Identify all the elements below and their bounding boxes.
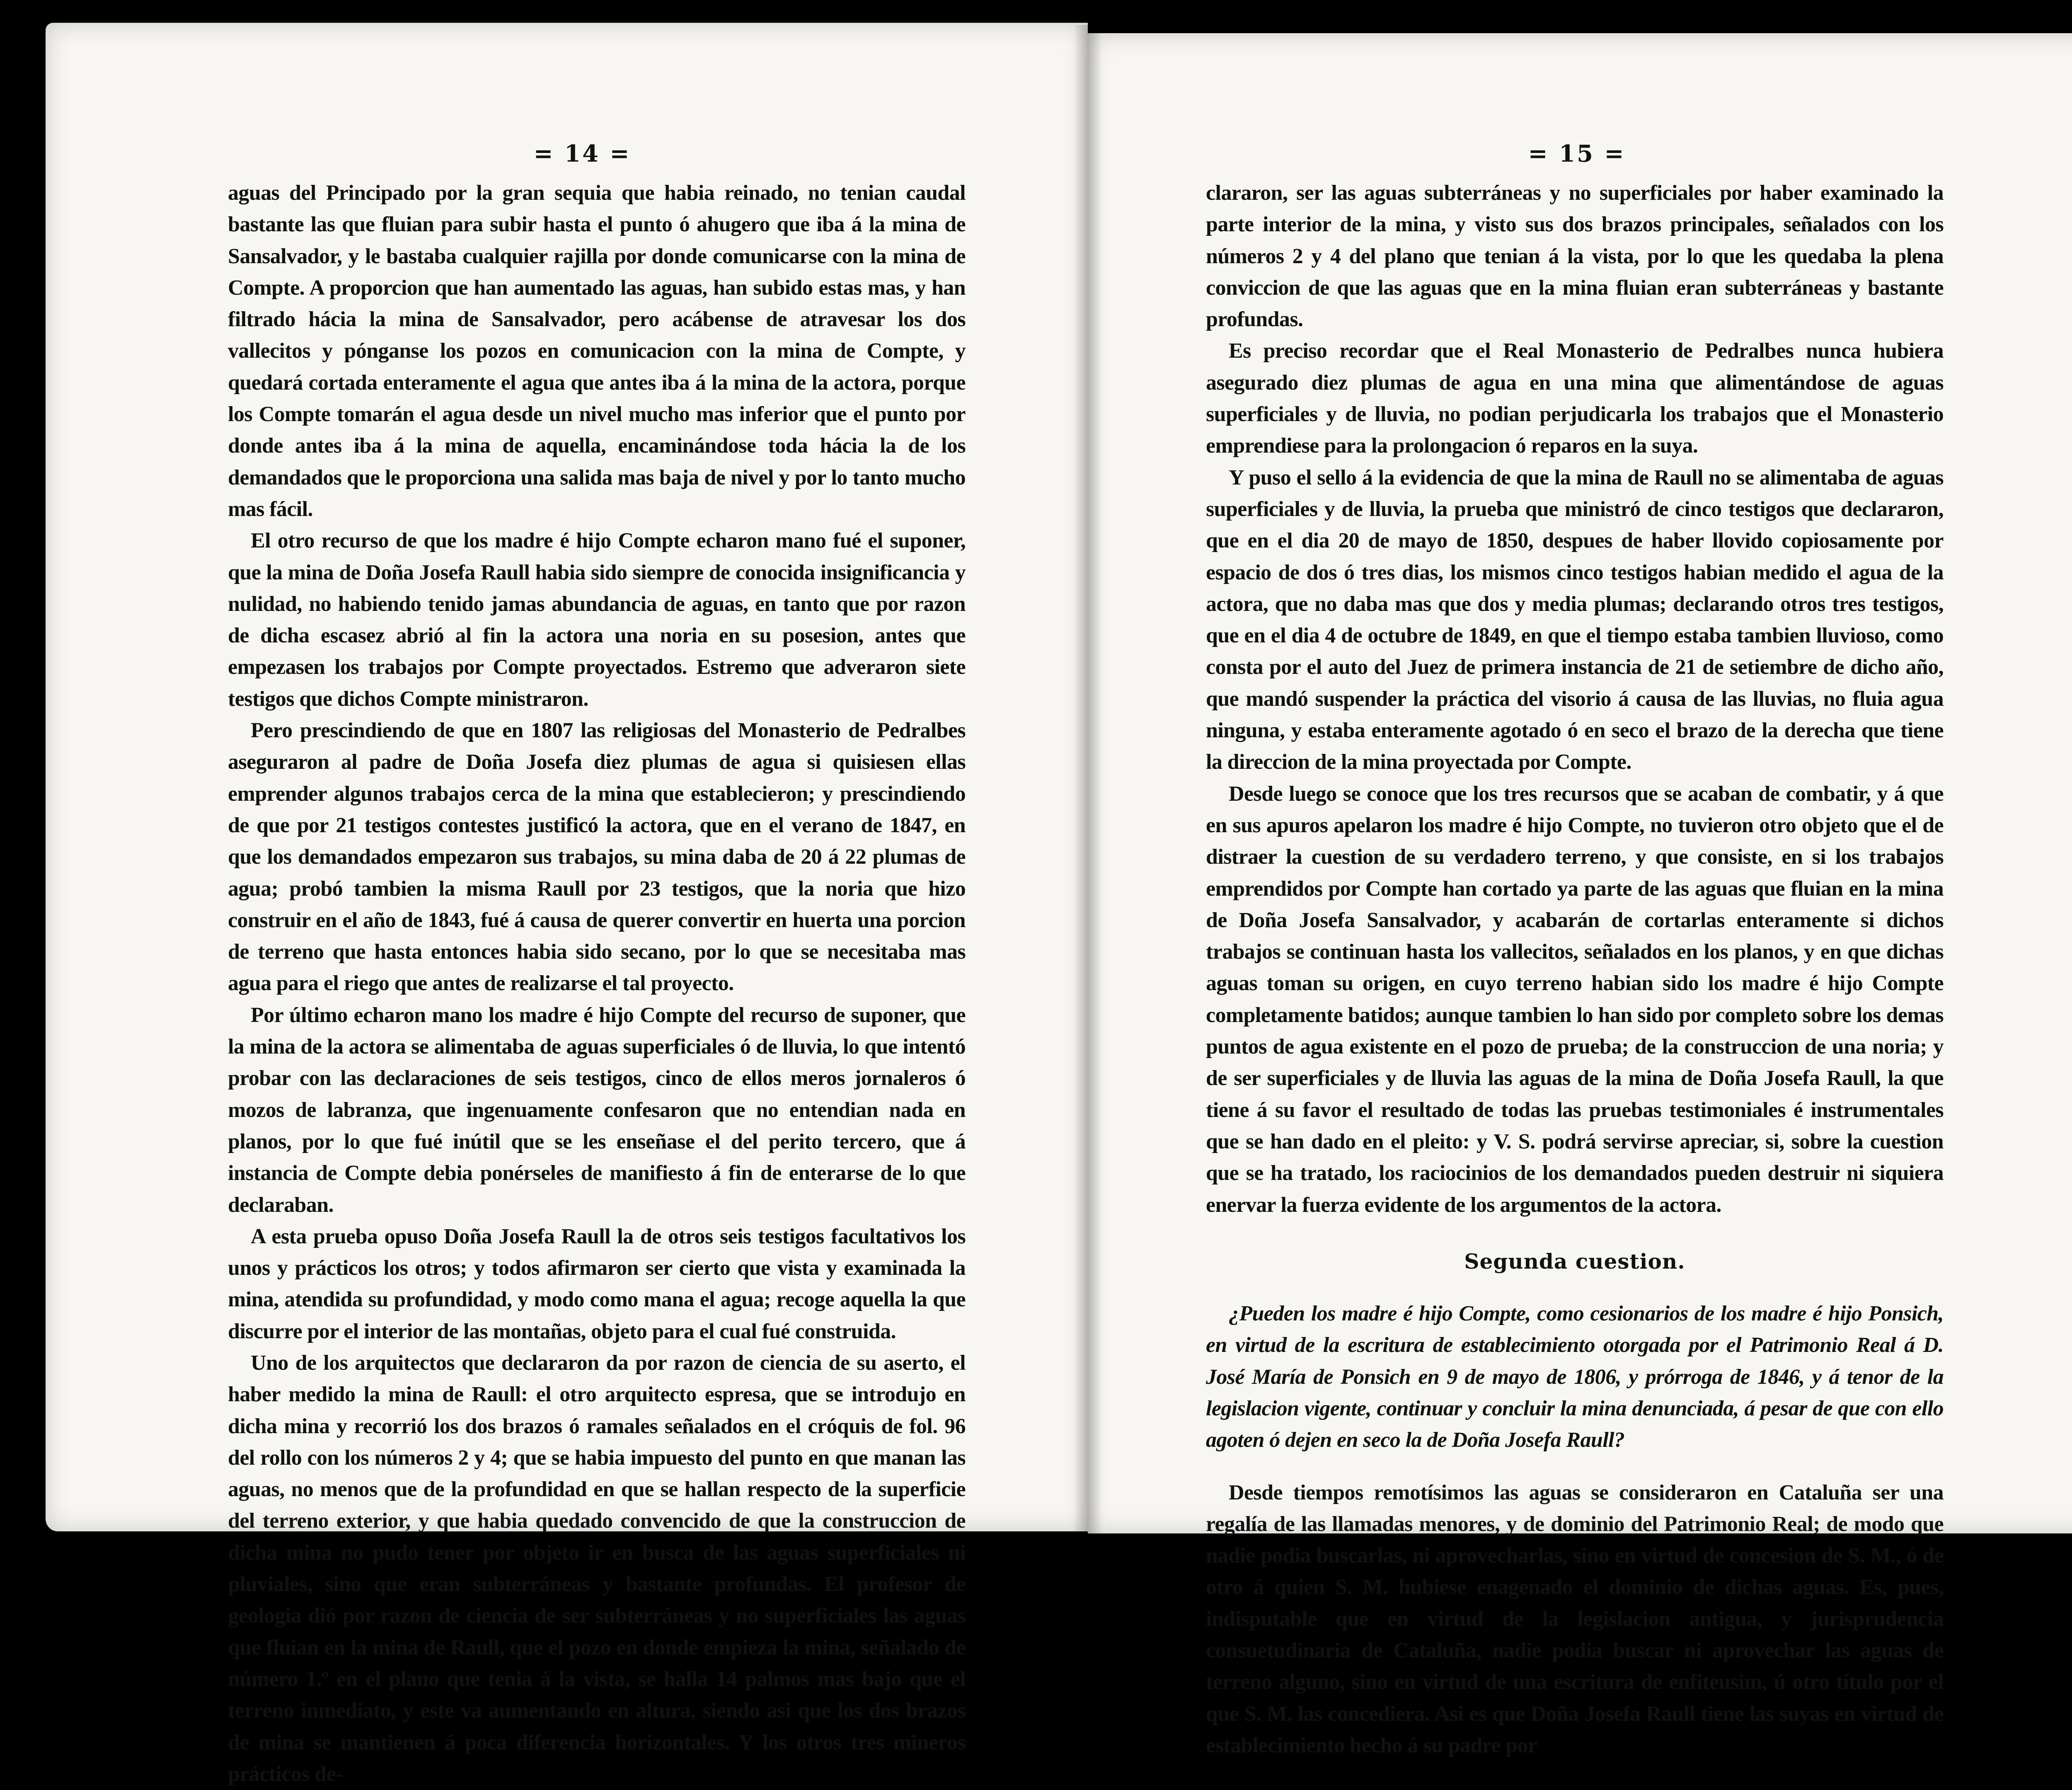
right-text-column <box>1206 177 1944 1761</box>
section-spacer <box>1206 1456 1944 1477</box>
paragraph: Uno de los arquitectos que declararon da por razon de ciencia de su aserto, el haber medido la mina de Raull: el otro arquitecto espresa, que se introdujo en dicha mina y recorrió los dos brazos ó ramales señalados en el cróquis de fol. 96 del rollo con los números 2 y 4; que se habia impuesto del punto en que manan las aguas, no menos que de la profundidad en que se hallan respecto de la superficie del terreno exterior, y que habia quedado convencido de que la construccion de dicha mina no pudo tener por objeto ir en busca de las aguas superficiales ni pluviales, sino que eran subterráneas y bastante profundas. El profesor de geologia dió por razon de ciencia de ser subterráneas y no superficiales las aguas que fluian en la mina de Raull, que el pozo en donde empieza la mina, señalado de número 1.º en el plano que tenia á la vista, se halla 14 palmos mas bajo que el terreno inmediato, y este va aumentando en altura, siendo asi que los dos brazos de mina se mantienen á poca diferencia horizontales. Y los otros tres mineros prácticos de- <box>228 1351 966 1786</box>
paragraph: El otro recurso de que los madre é hijo Compte echaron mano fué el suponer, que la mina de Doña Josefa Raull habia sido siempre de conocida insignificancia y nulidad, no habiendo tenido jamas abundancia de aguas, en tanto que por razon de dicha escasez abrió al fin la actora una noria en su posesion, antes que empezasen los trabajos por Compte proyectados. Estremo que adveraron siete testigos que dichos Compte ministraron. <box>228 529 966 711</box>
section-spacer <box>1206 1221 1944 1246</box>
paragraph: aguas del Principado por la gran sequia que habia reinado, no tenian caudal bastante las que fluian para subir hasta el punto ó ahugero que iba á la mina de Sansalvador, y le bastaba cualquier rajilla por donde comunicarse con la mina de Compte. A proporcion que han aumentado las aguas, han subido estas mas, y han filtrado hácia la mina de Sansalvador, pero acábense de atravesar los dos vallecitos y pónganse los pozos en comunicacion con la mina de Compte, y quedará cortada enteramente el agua que antes iba á la mina de la actora, porque los Compte tomarán el agua desde un nivel mucho mas inferior que el punto por donde antes iba á la mina de aquella, encaminándose toda hácia la de los demandados que le proporciona una salida mas baja de nivel y por lo tanto mucho mas fácil. <box>228 181 966 521</box>
paragraph: Desde luego se conoce que los tres recursos que se acaban de combatir, y á que en sus apuros apelaron los madre é hijo Compte, no tuvieron otro objeto que el de distraer la cuestion de su verdadero terreno, y que consiste, en si los trabajos emprendidos por Compte han cortado ya parte de las aguas que fluian en la mina de Doña Josefa Sansalvador, y acabarán de cortarlas enteramente si dichos trabajos se continuan hasta los vallecitos, señalados en los planos, y en que dichas aguas toman su origen, en cuyo terreno habian sido los madre é hijo Compte completamente batidos; aunque tambien lo han sido por completo sobre los demas puntos de agua existente en el pozo de prueba; de la construccion de una noria; y de ser superficiales y de lluvia las aguas de la mina de Doña Josefa Raull, la que tiene á su favor el resultado de todas las pruebas testimoniales é instrumentales que se han dado en el pleito: y V. S. podrá servirse apreciar, si, sobre la cuestion que se ha tratado, los raciocinios de los demandados pueden destruir ni siquiera enervar la fuerza evidente de los argumentos de la actora. <box>1206 782 1944 1217</box>
paragraph: clararon, ser las aguas subterráneas y no superficiales por haber examinado la parte interior de la mina, y visto sus dos brazos principales, señalados con los números 2 y 4 del plano que tenian á la vista, por lo que les quedaba la plena conviccion de que las aguas que en la mina fluian eran subterráneas y bastante profundas. <box>1206 181 1944 332</box>
paragraph: Desde tiempos remotísimos las aguas se consideraron en Cataluña ser una regalía de las llamadas menores, y de dominio del Patrimonio Real; de modo que nadie podia buscarlas, ni aprovecharlas, sino en virtud de concesion de S. M., ó de otro á quien S. M. hubiese enagenado el dominio de dichas aguas. Es, pues, indisputable que en virtud de la legislacion antigua, y jurisprudencia consuetudinaria de Cataluña, nadie podia buscar ni aprovechar las aguas de terreno alguno, sino en virtud de una escritura de enfiteusim, ú otro título por el que S. M. las concediera. Asi es que Doña Josefa Raull tiene las suyas en virtud de establecimiento hecho á su padre por <box>1206 1480 1944 1757</box>
paragraph: Pero prescindiendo de que en 1807 las religiosas del Monasterio de Pedralbes aseguraron al padre de Doña Josefa diez plumas de agua si quisiesen ellas emprender algunos trabajos cerca de la mina que establecieron; y prescindiendo de que por 21 testigos contestes justificó la actora, que en el verano de 1847, en que los demandados empezaron sus trabajos, su mina daba de 20 á 22 plumas de agua; probó tambien la misma Raull por 23 testigos, que la noria que hizo construir en el año de 1843, fué á causa de querer convertir en huerta una porcion de terreno que hasta entonces habia sido secano, por lo que se necesitaba mas agua para el riego que antes de realizarse el tal proyecto. <box>228 719 966 996</box>
section-spacer <box>1206 1277 1944 1298</box>
page-number-15: = 15 = <box>1528 140 1626 167</box>
paragraph: Es preciso recordar que el Real Monasterio de Pedralbes nunca hubiera asegurado diez plumas de agua en una mina que alimentándose de aguas superficiales y de lluvia, no podian perjudicarla los trabajos que el Monasterio emprendiese para la prolongacion ó reparos en la suya. <box>1206 339 1944 458</box>
page-number-14: = 14 = <box>533 140 631 167</box>
section-heading: Segunda cuestion. <box>1464 1249 1685 1274</box>
book-gutter <box>1073 25 1102 1533</box>
paragraph: Por último echaron mano los madre é hijo Compte del recurso de suponer, que la mina de la actora se alimentaba de aguas superficiales ó de lluvia, lo que intentó probar con las declaraciones de seis testigos, cinco de ellos meros jornaleros ó mozos de labranza, que ingenuamente confesaron que no entendian nada en planos, por lo que fué inútil que se les enseñase el del perito tercero, que á instancia de Compte debia ponérseles de manifiesto á fin de enterarse de lo que declaraban. <box>228 1003 966 1217</box>
left-text-column <box>228 177 966 1790</box>
paragraph: A esta prueba opuso Doña Josefa Raull la de otros seis testigos facultativos los unos y prácticos los otros; y todos afirmaron ser cierto que vista y examinada la mina, atendida su profundidad, y modo como mana el agua; recoge aquella la que discurre por el interior de las montañas, objeto para el cual fué construida. <box>228 1224 966 1343</box>
paragraph: Y puso el sello á la evidencia de que la mina de Raull no se alimentaba de aguas superficiales y de lluvia, la prueba que ministró de cinco testigos que declararon, que en el dia 20 de mayo de 1850, despues de haber llovido copiosamente por espacio de dos ó tres dias, los mismos cinco testigos habian medido el agua de la actora, que no daba mas que dos y media plumas; declarando otros tres testigos, que en el dia 4 de octubre de 1849, en que el tiempo estaba tambien lluvioso, como consta por el auto del Juez de primera instancia de 21 de setiembre de dicho año, que mandó suspender la práctica del visorio á causa de las lluvias, no fluia agua ninguna, y estaba enteramente agotado ó en seco el brazo de la derecha que tiene la direccion de la mina proyectada por Compte. <box>1206 465 1944 774</box>
section-question: ¿Pueden los madre é hijo Compte, como cesionarios de los madre é hijo Ponsich, en virtud de la escritura de establecimiento otorgada por el Patrimonio Real á D. José María de Ponsich en 9 de mayo de 1806, y prórroga de 1846, y á tenor de la legislacion vigente, continuar y concluir la mina denunciada, á pesar de que con ello agoten ó dejen en seco la de Doña Josefa Raull? <box>1206 1302 1944 1452</box>
